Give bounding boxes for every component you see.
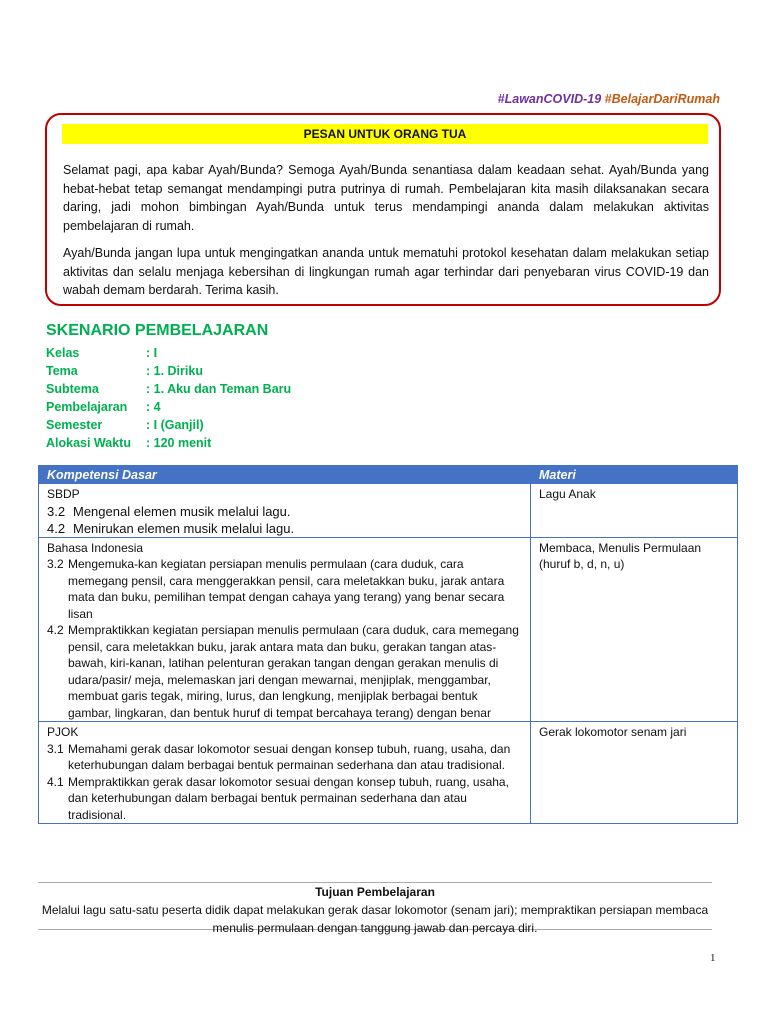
materi-cell: Membaca, Menulis Permulaan (huruf b, d, n, u) <box>531 537 738 722</box>
kd-item <box>47 622 522 721</box>
skenario-title: SKENARIO PEMBELAJARAN <box>46 322 269 339</box>
hashtag-belajar-dari-rumah: #BelajarDariRumah <box>604 92 720 106</box>
kompetensi-dasar-table <box>38 465 738 824</box>
info-value: : 1. Diriku <box>146 364 203 378</box>
kd-text: Mempraktikkan gerak dasar lokomotor sesuai dengan konsep tubuh, ruang, usaha, dan keterhubungan dalam berbagai bentuk permainan sederhana dan atau tradisional. <box>68 774 509 822</box>
info-key: Kelas <box>46 346 80 360</box>
hashtag-lawan-covid: #LawanCOVID-19 <box>497 92 602 106</box>
kd-cell <box>39 722 531 824</box>
kd-number: 3.1 <box>47 741 64 756</box>
parent-message-title: PESAN UNTUK ORANG TUA <box>62 124 708 144</box>
tujuan-text: Melalui lagu satu-satu peserta didik dapat melakukan gerak dasar lokomotor (senam jari); mempraktikan persiapan membaca menulis permulaan dengan tanggung jawab dan percaya diri. <box>41 903 709 935</box>
kd-text: Mempraktikkan kegiatan persiapan menulis permulaan (cara duduk, cara memegang pensil, cara meletakkan buku, jarak antara mata dan buku, gerakan tangan atas-bawah, kiri-kanan, latihan pelenturan gerakan tangan dengan gerakan menulis di udara/pasir/ meja, melemaskan jari dengan mewarnai, menjiplak, menggambar, membuat garis tegak, miring, lurus, dan lengkung, menjiplak berbagai bentuk gambar, lingkaran, dan bentuk huruf di tempat bercahaya terang) dengan benar <box>68 623 519 720</box>
info-value: : 120 menit <box>146 436 212 450</box>
info-row-semester <box>46 416 291 434</box>
kd-number: 4.1 <box>47 774 64 789</box>
info-row-pembelajaran <box>46 398 291 416</box>
info-row-alokasi-waktu <box>46 434 291 452</box>
parent-message-paragraph-2: Ayah/Bunda jangan lupa untuk mengingatkan ananda untuk mematuhi protokol kesehatan dalam melakukan setiap aktivitas dan selalu menjaga kebersihan di lingkungan rumah agar terhindar dari penyebaran virus COVID-19 dan wabah demam berdarah. Terima kasih. <box>63 246 709 297</box>
table-header-row <box>39 466 738 484</box>
table-row <box>39 722 738 824</box>
header-materi: Materi <box>531 466 738 484</box>
table-row <box>39 537 738 722</box>
kd-item <box>47 520 522 537</box>
info-key: Semester <box>46 418 103 432</box>
lesson-info <box>46 344 291 452</box>
tujuan-title: Tujuan Pembelajaran <box>315 885 435 899</box>
info-key: Tema <box>46 364 78 378</box>
page-number: 1 <box>710 952 716 964</box>
kd-text: Mengemuka-kan kegiatan persiapan menulis permulaan (cara duduk, cara memegang pensil, cara menggerakkan pensil, cara meletakkan buku, jarak antara mata dan buku, pemilihan tempat dengan cahaya yang terang) yang benar secara lisan <box>68 557 505 621</box>
subject-name: PJOK <box>47 725 79 739</box>
kd-item <box>47 774 522 824</box>
subject-name: Bahasa Indonesia <box>47 540 144 555</box>
kd-text: Mengenal elemen musik melalui lagu. <box>73 503 291 519</box>
info-key: Subtema <box>46 382 99 396</box>
parent-message-paragraph-1: Selamat pagi, apa kabar Ayah/Bunda? Semoga Ayah/Bunda senantiasa dalam keadaan sehat. Ayah/Bunda yang hebat-hebat tetap semangat mendampingi putra putrinya di rumah. Pembelajaran kita masih dilaksanakan secara daring, jadi mohon bimbingan Ayah/Bunda untuk terus mendampingi ananda dalam melakukan aktivitas pembelajaran di rumah. <box>63 163 709 233</box>
parent-message-box <box>45 113 721 306</box>
kd-cell <box>39 537 531 722</box>
kd-number: 4.2 <box>47 623 64 637</box>
materi-cell: Gerak lokomotor senam jari <box>531 722 738 824</box>
info-row-tema <box>46 362 291 380</box>
info-value: : 4 <box>146 400 161 414</box>
info-key: Pembelajaran <box>46 400 128 414</box>
table-row <box>39 484 738 538</box>
materi-cell: Lagu Anak <box>531 484 738 538</box>
kd-item <box>47 741 522 774</box>
kd-item <box>47 556 522 622</box>
kd-item <box>47 503 522 520</box>
header-kompetensi-dasar: Kompetensi Dasar <box>39 466 531 484</box>
info-value: : I <box>146 346 158 360</box>
info-value: : 1. Aku dan Teman Baru <box>146 382 292 396</box>
info-key: Alokasi Waktu <box>46 436 131 450</box>
kd-number: 3.2 <box>47 557 64 571</box>
kd-number: 4.2 <box>47 520 66 536</box>
kd-text: Menirukan elemen musik melalui lagu. <box>73 520 295 536</box>
info-row-subtema <box>46 380 291 398</box>
kd-text: Memahami gerak dasar lokomotor sesuai dengan konsep tubuh, ruang, usaha, dan keterhubungan dalam berbagai bentuk permainan sederhana dan atau tradisional. <box>68 741 511 772</box>
tujuan-pembelajaran <box>38 882 712 935</box>
subject-name: SBDP <box>47 487 80 501</box>
kd-number: 3.2 <box>47 503 66 519</box>
info-value: : I (Ganjil) <box>146 418 204 432</box>
kd-cell <box>39 484 531 538</box>
info-row-kelas <box>46 344 291 362</box>
hashtags <box>498 92 720 106</box>
